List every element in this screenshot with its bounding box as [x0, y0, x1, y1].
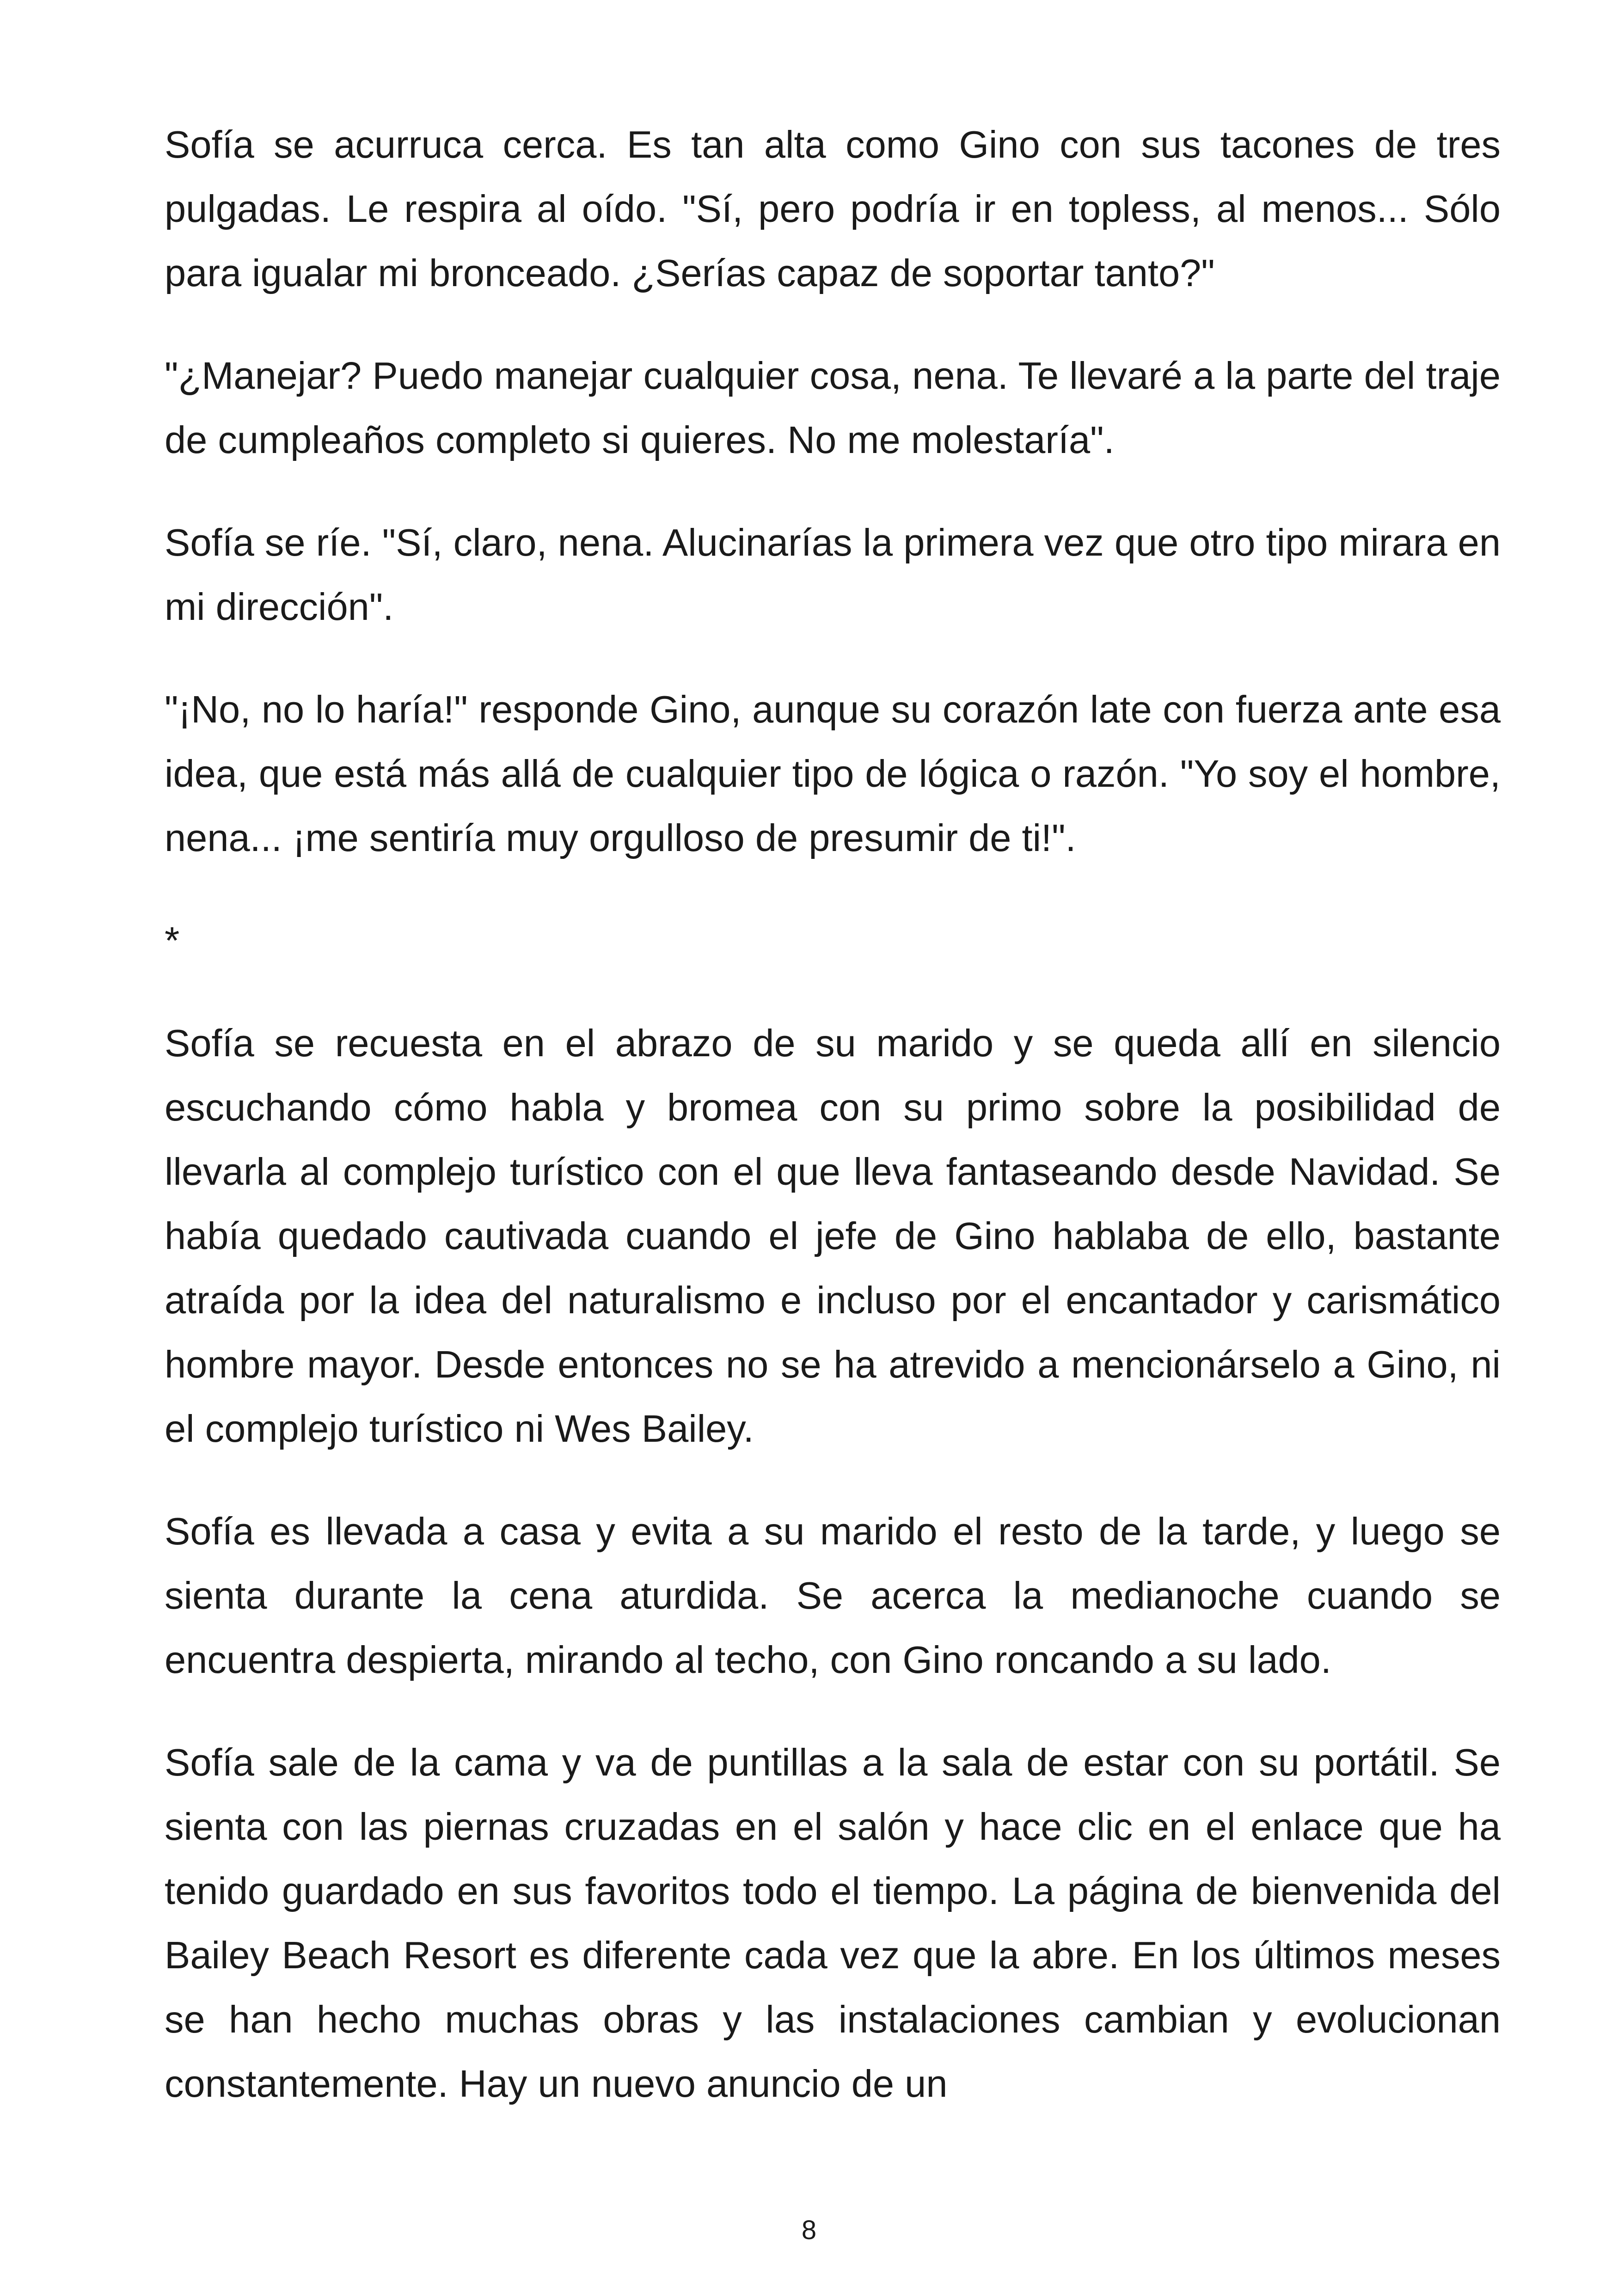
body-text: [165, 112, 1501, 2116]
paragraph: Sofía se recuesta en el abrazo de su marido y se queda allí en silencio escuchando cómo habla y bromea con su primo sobre la posibilidad de llevarla al complejo turístico con el que lleva fantaseando desde Navidad. Se había quedado cautivada cuando el jefe de Gino hablaba de ello, bastante atraída por la idea del naturalismo e incluso por el encantador y carismático hombre mayor. Desde entonces no se ha atrevido a mencionárselo a Gino, ni el complejo turístico ni Wes Bailey.: [165, 1022, 1501, 1450]
paragraph: Sofía se acurruca cerca. Es tan alta como Gino con sus tacones de tres pulgadas. Le respira al oído. "Sí, pero podría ir en topless, al menos... Sólo para igualar mi bronceado. ¿Serías capaz de soportar tanto?": [165, 123, 1501, 294]
paragraph: "¡No, no lo haría!" responde Gino, aunque su corazón late con fuerza ante esa idea, que está más allá de cualquier tipo de lógica o razón. "Yo soy el hombre, nena... ¡me sentiría muy orgulloso de presumir de ti!".: [165, 688, 1501, 859]
paragraph: Sofía sale de la cama y va de puntillas a la sala de estar con su portátil. Se sienta con las piernas cruzadas en el salón y hace clic en el enlace que ha tenido guardado en sus favoritos todo el tiempo. La página de bienvenida del Bailey Beach Resort es diferente cada vez que la abre. En los últimos meses se han hecho muchas obras y las instalaciones cambian y evolucionan constantemente. Hay un nuevo anuncio de un: [165, 1741, 1501, 2105]
paragraph: "¿Manejar? Puedo manejar cualquier cosa, nena. Te llevaré a la parte del traje de cumpleaños completo si quieres. No me molestaría".: [165, 354, 1501, 461]
scene-break: *: [165, 919, 180, 962]
page-number: 8: [801, 2215, 817, 2245]
paragraph: Sofía se ríe. "Sí, claro, nena. Alucinarías la primera vez que otro tipo mirara en mi dirección".: [165, 521, 1501, 628]
paragraph: Sofía es llevada a casa y evita a su marido el resto de la tarde, y luego se sienta durante la cena aturdida. Se acerca la medianoche cuando se encuentra despierta, mirando al techo, con Gino roncando a su lado.: [165, 1510, 1501, 1681]
